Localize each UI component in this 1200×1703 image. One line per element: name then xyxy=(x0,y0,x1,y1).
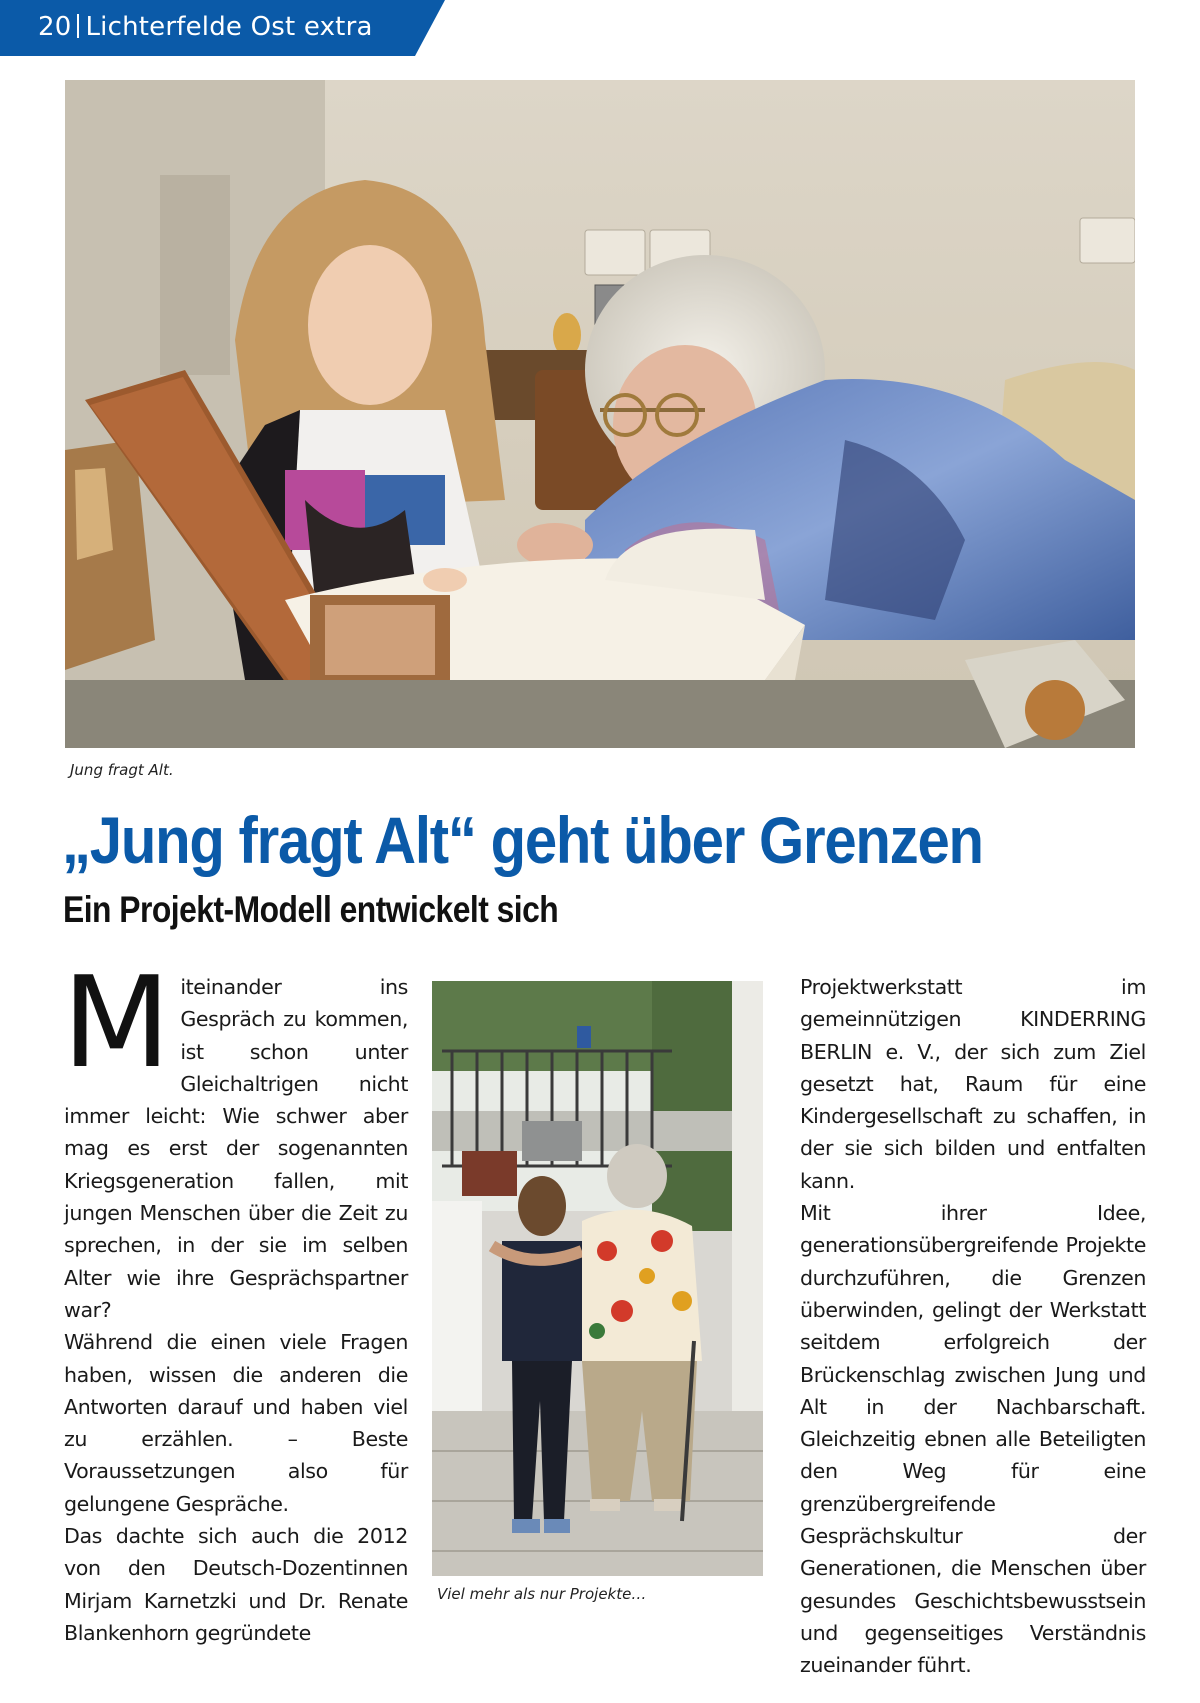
article-subheadline: Ein Projekt-Modell entwickelt sich xyxy=(63,889,559,930)
paragraph: iteinander ins Gespräch zu kommen, ist schon unter Gleichaltrigen nicht immer leicht: Wie schwer aber mag es erst der sogenannten Kriegsgeneration fallen, mit jungen Menschen über die Zeit zu sprechen, in der sie im selben Alter wie ihre Gesprächspartner war? xyxy=(64,975,408,1322)
section-name: Lichterfelde Ost extra xyxy=(85,12,373,42)
paragraph: Mit ihrer Idee, generationsübergreifende Projekte durchzuführen, die Grenzen überwinden, gelingt der Werkstatt seitdem erfolgreich der Brückenschlag zwischen Jung und Alt in der Nachbarschaft. Gleichzeitig ebnen alle Beteiligten den Weg für eine grenzübergreifende Gesprächskultur der Generationen, die Menschen über gesundes Geschichtsbewusstsein und gegenseitiges Verständnis zueinander führt. xyxy=(800,1201,1146,1678)
main-photo-caption: Jung fragt Alt. xyxy=(70,761,174,779)
side-photo xyxy=(432,981,763,1576)
article-headline: „Jung fragt Alt“ geht über Grenzen xyxy=(62,803,983,877)
header-text xyxy=(38,12,373,42)
paragraph: Während die einen viele Fragen haben, wissen die anderen die Antworten darauf und haben viel zu erzählen. – Beste Voraussetzungen also für gelungene Gespräche. xyxy=(64,1330,408,1516)
section-header-tab xyxy=(0,0,445,56)
paragraph: Projektwerkstatt im gemeinnützigen KINDERRING BERLIN e. V., der sich zum Ziel gesetzt hat, Raum für eine Kindergesellschaft zu schaffen, in der sie sich bilden und entfalten kann. xyxy=(800,975,1146,1193)
header-separator xyxy=(77,14,79,38)
article-column-right xyxy=(800,971,1146,1682)
main-photo xyxy=(65,80,1135,748)
drop-cap: M xyxy=(62,949,171,1096)
page-number: 20 xyxy=(38,12,72,42)
paragraph: Das dachte sich auch die 2012 von den Deutsch-Dozentinnen Mirjam Karnetzki und Dr. Renate Blankenhorn gegründete xyxy=(64,1524,408,1645)
article-column-left xyxy=(62,949,408,1649)
side-photo-caption: Viel mehr als nur Projekte… xyxy=(437,1585,647,1603)
